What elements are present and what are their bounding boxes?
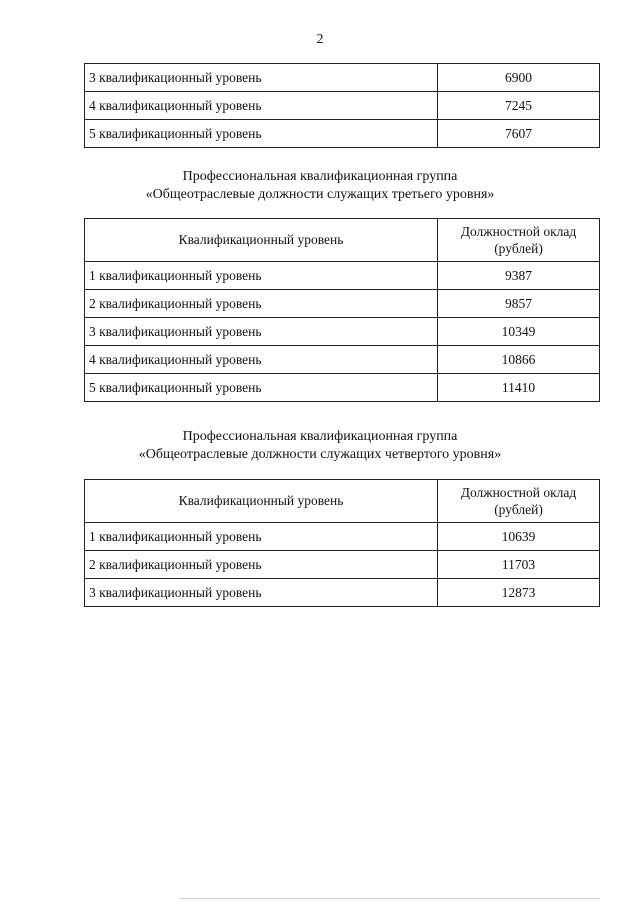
amount-cell: 9857 (438, 290, 600, 318)
group-title-line: Профессиональная квалификационная группа (182, 429, 458, 444)
table-row (85, 120, 600, 148)
bottom-scan-rule (180, 898, 600, 899)
amount-cell: 10639 (438, 523, 600, 551)
amount-cell: 10349 (438, 318, 600, 346)
salary-table-fourth-level (84, 479, 600, 607)
amount-cell: 7245 (438, 92, 600, 120)
amount-cell: 10866 (438, 346, 600, 374)
level-cell: 2 квалификационный уровень (85, 551, 438, 579)
group-title-line: «Общеотраслевые должности служащих третьего уровня» (145, 187, 495, 202)
header-amount-line: Должностной оклад (460, 485, 577, 500)
table-row (85, 579, 600, 607)
level-cell: 3 квалификационный уровень (85, 579, 438, 607)
header-amount (438, 219, 600, 262)
table-row (85, 92, 600, 120)
table-header-row (85, 219, 600, 262)
salary-table-continued (84, 63, 600, 148)
table-row (85, 523, 600, 551)
header-level: Квалификационный уровень (85, 480, 438, 523)
header-amount-line: Должностной оклад (460, 224, 577, 239)
table-row (85, 551, 600, 579)
table-header-row (85, 480, 600, 523)
level-cell: 5 квалификационный уровень (85, 120, 438, 148)
page-number: 2 (316, 32, 324, 47)
group-title-line: Профессиональная квалификационная группа (182, 169, 458, 184)
amount-cell: 9387 (438, 262, 600, 290)
group-title-third-level (0, 168, 640, 204)
level-cell: 4 квалификационный уровень (85, 346, 438, 374)
header-amount (438, 480, 600, 523)
header-amount-unit: (рублей) (494, 502, 543, 517)
group-title-fourth-level (0, 428, 640, 464)
group-title-line: «Общеотраслевые должности служащих четвертого уровня» (138, 447, 502, 462)
table-row (85, 290, 600, 318)
level-cell: 2 квалификационный уровень (85, 290, 438, 318)
table-row (85, 374, 600, 402)
amount-cell: 11703 (438, 551, 600, 579)
level-cell: 1 квалификационный уровень (85, 523, 438, 551)
level-cell: 4 квалификационный уровень (85, 92, 438, 120)
header-amount-unit: (рублей) (494, 241, 543, 256)
table-row (85, 64, 600, 92)
amount-cell: 7607 (438, 120, 600, 148)
header-level: Квалификационный уровень (85, 219, 438, 262)
level-cell: 5 квалификационный уровень (85, 374, 438, 402)
level-cell: 1 квалификационный уровень (85, 262, 438, 290)
amount-cell: 11410 (438, 374, 600, 402)
level-cell: 3 квалификационный уровень (85, 318, 438, 346)
level-cell: 3 квалификационный уровень (85, 64, 438, 92)
salary-table-third-level (84, 218, 600, 402)
table-row (85, 262, 600, 290)
table-row (85, 318, 600, 346)
amount-cell: 12873 (438, 579, 600, 607)
amount-cell: 6900 (438, 64, 600, 92)
table-row (85, 346, 600, 374)
